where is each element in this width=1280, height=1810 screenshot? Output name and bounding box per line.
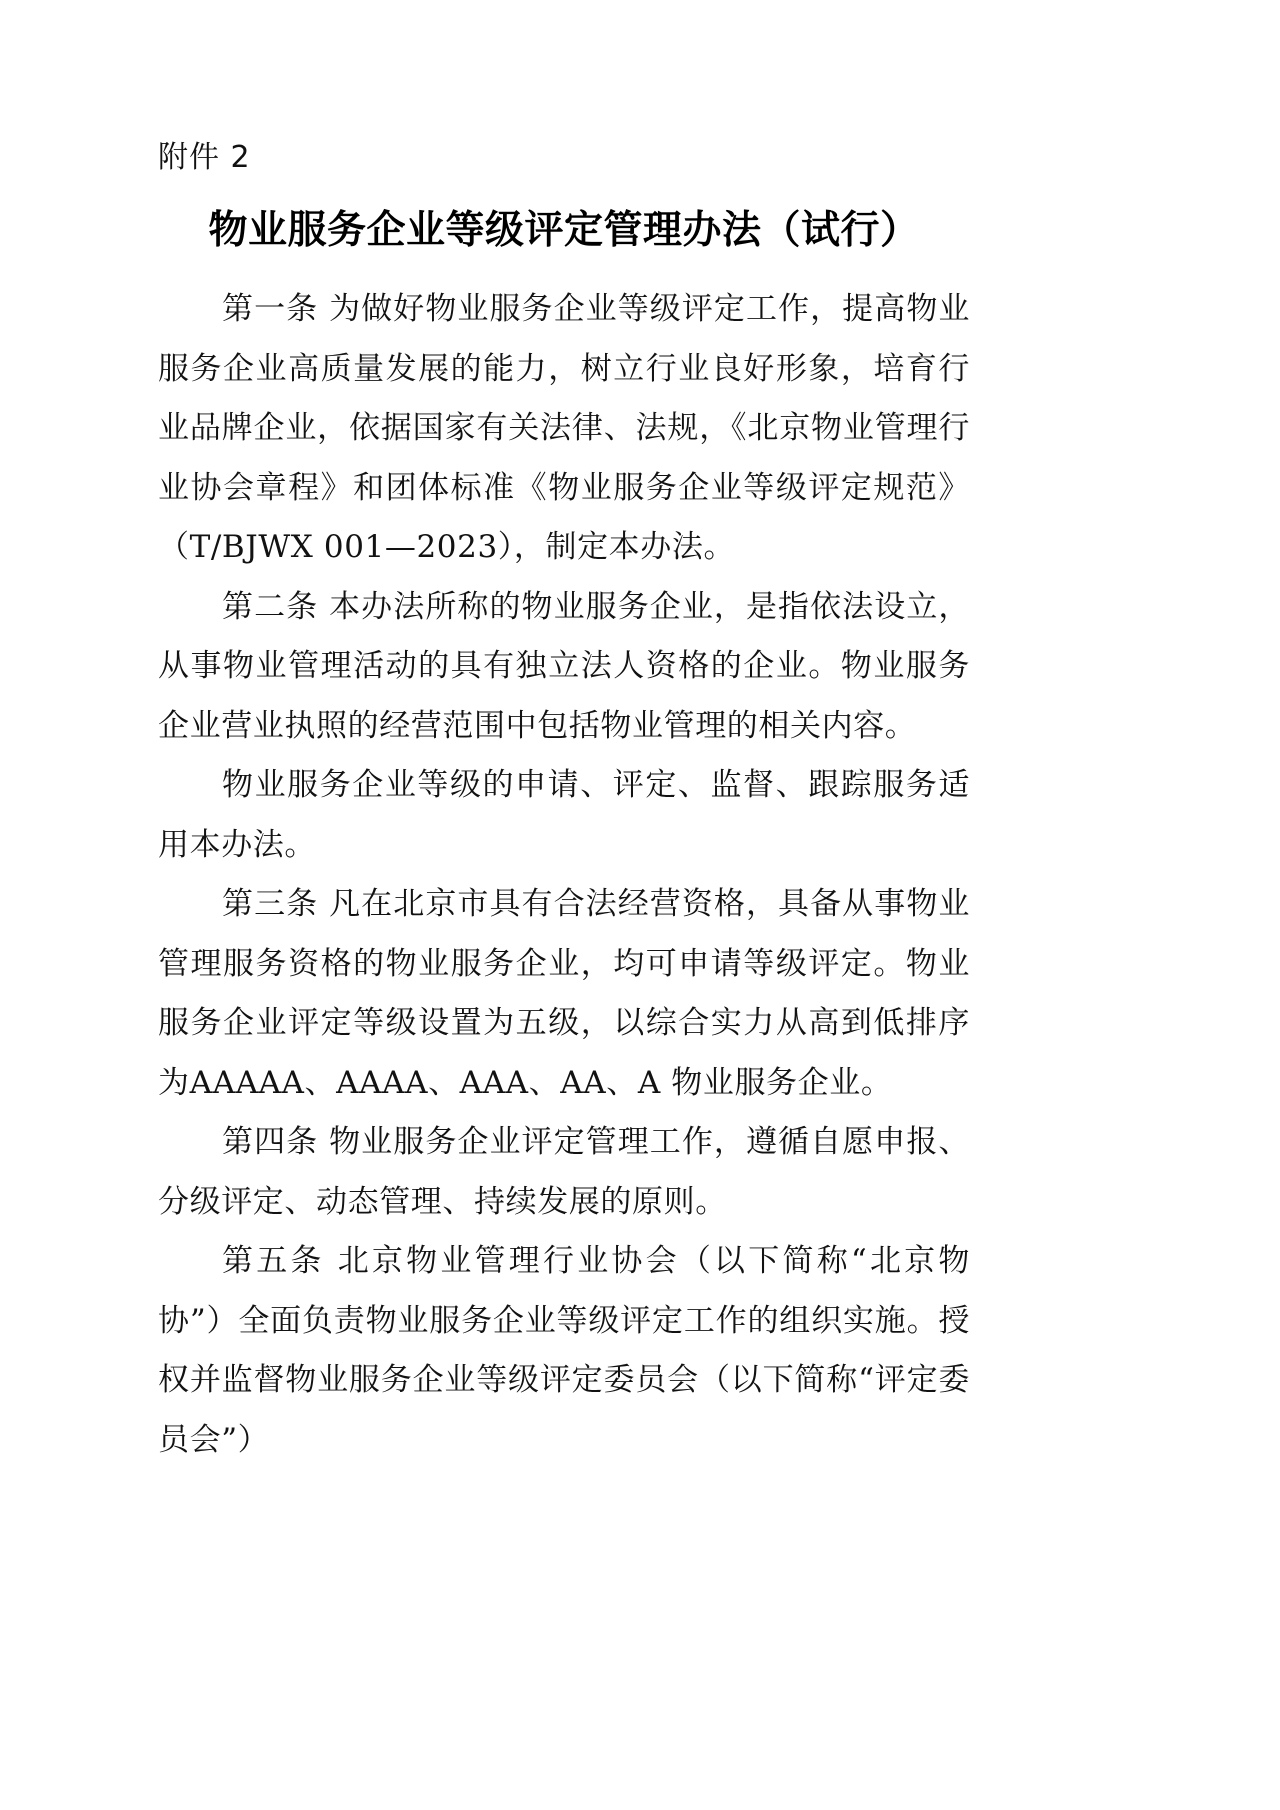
paragraph-article-5: 第五条 北京物业管理行业协会（以下简称“北京物协”）全面负责物业服务企业等级评定工作的组织实施。授权并监督物业服务企业等级评定委员会（以下简称“评定委员会”） [158, 1243, 970, 1458]
document-body [158, 280, 970, 1470]
paragraph-article-3: 第三条 凡在北京市具有合法经营资格，具备从事物业管理服务资格的物业服务企业，均可申请等级评定。物业服务企业评定等级设置为五级，以综合实力从高到低排序为AAAAA、AAAA、AAA、AA、A 物业服务企业。 [158, 886, 970, 1101]
paragraph-article-4: 第四条 物业服务企业评定管理工作，遵循自愿申报、分级评定、动态管理、持续发展的原则。 [158, 1124, 970, 1220]
page-title: 物业服务企业等级评定管理办法（试行） [208, 207, 920, 253]
attachment-label: 附件 2 [158, 140, 251, 175]
paragraph-article-2-continued: 物业服务企业等级的申请、评定、监督、跟踪服务适用本办法。 [158, 767, 970, 863]
document-content [158, 138, 970, 1470]
paragraph-article-1: 第一条 为做好物业服务企业等级评定工作，提高物业服务企业高质量发展的能力，树立行业良好形象，培育行业品牌企业，依据国家有关法律、法规，《北京物业管理行业协会章程》和团体标准《物业服务企业等级评定规范》（T/BJWX 001—2023），制定本办法。 [158, 291, 970, 565]
paragraph-article-2: 第二条 本办法所称的物业服务企业，是指依法设立，从事物业管理活动的具有独立法人资格的企业。物业服务企业营业执照的经营范围中包括物业管理的相关内容。 [158, 588, 970, 744]
